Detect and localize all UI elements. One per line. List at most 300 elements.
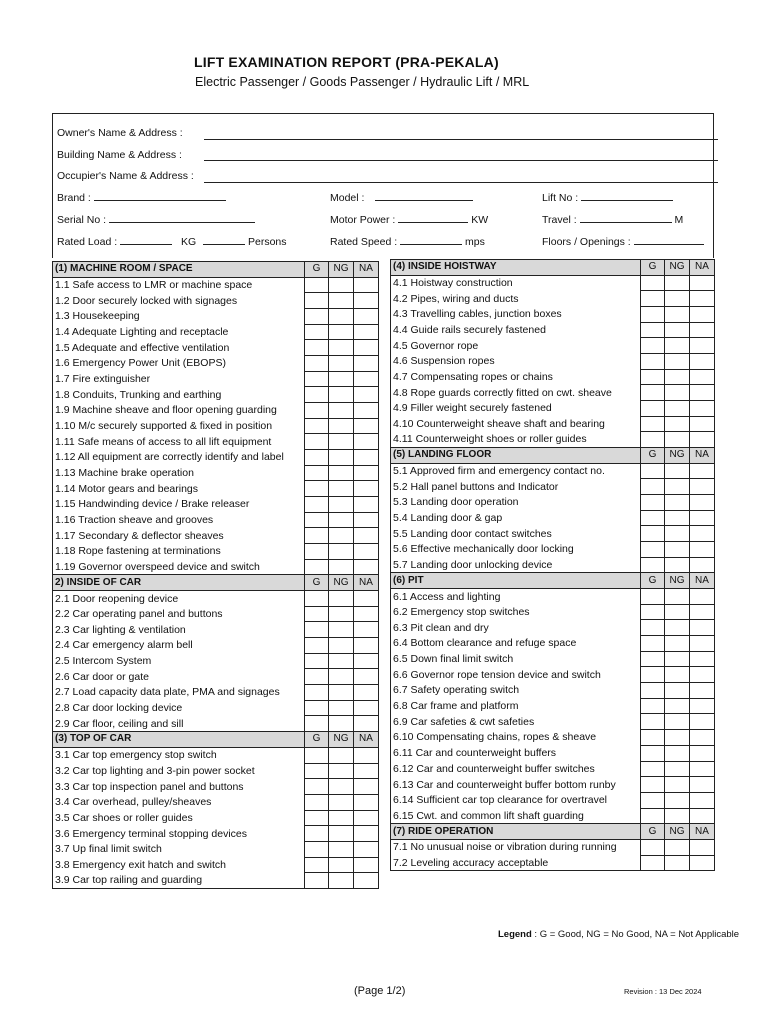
section-title: (7) RIDE OPERATION (391, 824, 641, 840)
check-cell-g[interactable] (641, 792, 665, 808)
check-cell-g[interactable] (305, 403, 329, 419)
check-cell-ng[interactable] (329, 763, 354, 779)
check-cell-ng[interactable] (329, 356, 354, 372)
column-header-ng: NG (665, 824, 690, 840)
check-cell-na[interactable] (354, 559, 379, 575)
occupier-field[interactable] (204, 182, 718, 183)
check-cell-na[interactable] (690, 777, 715, 793)
check-cell-na[interactable] (690, 354, 715, 370)
checklist-item-label: 4.2 Pipes, wiring and ducts (391, 291, 641, 307)
check-cell-g[interactable] (641, 589, 665, 605)
checklist-item-label: 2.1 Door reopening device (53, 591, 305, 607)
check-cell-ng[interactable] (665, 369, 690, 385)
check-cell-g[interactable] (305, 528, 329, 544)
check-cell-g[interactable] (305, 387, 329, 403)
check-cell-na[interactable] (354, 794, 379, 810)
column-header-g: G (305, 732, 329, 748)
check-cell-na[interactable] (690, 620, 715, 636)
check-cell-na[interactable] (690, 338, 715, 354)
check-cell-ng[interactable] (665, 683, 690, 699)
checklist-row (53, 528, 379, 544)
check-cell-g[interactable] (641, 479, 665, 495)
check-cell-na[interactable] (690, 714, 715, 730)
building-label: Building Name & Address : (57, 149, 182, 161)
check-cell-g[interactable] (305, 450, 329, 466)
check-cell-ng[interactable] (665, 604, 690, 620)
section-header (53, 732, 379, 748)
brand-field[interactable] (94, 192, 226, 201)
check-cell-na[interactable] (354, 606, 379, 622)
check-cell-na[interactable] (354, 700, 379, 716)
check-cell-g[interactable] (641, 557, 665, 573)
check-cell-ng[interactable] (329, 559, 354, 575)
check-cell-ng[interactable] (665, 792, 690, 808)
serial-field[interactable] (109, 214, 255, 223)
check-cell-ng[interactable] (329, 873, 354, 889)
checklist-row (53, 309, 379, 325)
check-cell-na[interactable] (690, 275, 715, 291)
check-cell-g[interactable] (641, 401, 665, 417)
check-cell-na[interactable] (354, 763, 379, 779)
check-cell-na[interactable] (354, 810, 379, 826)
check-cell-g[interactable] (305, 794, 329, 810)
travel-unit: M (674, 214, 684, 226)
check-cell-g[interactable] (305, 340, 329, 356)
check-cell-na[interactable] (690, 557, 715, 573)
check-cell-na[interactable] (690, 855, 715, 871)
check-cell-g[interactable] (305, 324, 329, 340)
owner-field[interactable] (204, 139, 718, 140)
check-cell-g[interactable] (305, 841, 329, 857)
check-cell-na[interactable] (354, 497, 379, 513)
check-cell-g[interactable] (641, 542, 665, 558)
checklist-row (391, 275, 715, 291)
check-cell-ng[interactable] (665, 777, 690, 793)
check-cell-ng[interactable] (329, 700, 354, 716)
checklist-row (53, 653, 379, 669)
check-cell-na[interactable] (690, 651, 715, 667)
owner-label: Owner's Name & Address : (57, 127, 183, 139)
check-cell-na[interactable] (690, 761, 715, 777)
check-cell-ng[interactable] (665, 636, 690, 652)
check-cell-na[interactable] (354, 356, 379, 372)
check-cell-g[interactable] (305, 763, 329, 779)
check-cell-g[interactable] (641, 604, 665, 620)
check-cell-g[interactable] (641, 322, 665, 338)
checklist-row (391, 651, 715, 667)
checklist-row (53, 700, 379, 716)
check-cell-na[interactable] (354, 434, 379, 450)
check-cell-g[interactable] (641, 698, 665, 714)
check-cell-na[interactable] (354, 544, 379, 560)
check-cell-na[interactable] (354, 512, 379, 528)
checklist-item-label: 1.16 Traction sheave and grooves (53, 512, 305, 528)
check-cell-na[interactable] (690, 698, 715, 714)
check-cell-g[interactable] (641, 839, 665, 855)
check-cell-na[interactable] (354, 450, 379, 466)
check-cell-ng[interactable] (329, 794, 354, 810)
check-cell-na[interactable] (354, 403, 379, 419)
check-cell-ng[interactable] (329, 606, 354, 622)
checklist-item-label: 2.8 Car door locking device (53, 700, 305, 716)
checklist-item-label: 1.11 Safe means of access to all lift equipment (53, 434, 305, 450)
check-cell-g[interactable] (305, 638, 329, 654)
check-cell-g[interactable] (641, 416, 665, 432)
check-cell-g[interactable] (641, 636, 665, 652)
check-cell-na[interactable] (354, 873, 379, 889)
check-cell-ng[interactable] (665, 322, 690, 338)
check-cell-g[interactable] (305, 622, 329, 638)
checklist-row (53, 622, 379, 638)
checklist-row (53, 403, 379, 419)
check-cell-ng[interactable] (329, 857, 354, 873)
checklist-row (53, 277, 379, 293)
checklist-item-label: 2.3 Car lighting & ventilation (53, 622, 305, 638)
checklist-item-label: 3.5 Car shoes or roller guides (53, 810, 305, 826)
motor-power-field[interactable] (398, 214, 468, 223)
check-cell-ng[interactable] (329, 450, 354, 466)
checklist-row (391, 745, 715, 761)
check-cell-na[interactable] (354, 418, 379, 434)
check-cell-g[interactable] (305, 685, 329, 701)
check-cell-g[interactable] (641, 354, 665, 370)
check-cell-ng[interactable] (329, 371, 354, 387)
check-cell-g[interactable] (305, 418, 329, 434)
check-cell-ng[interactable] (665, 745, 690, 761)
check-cell-ng[interactable] (665, 463, 690, 479)
check-cell-g[interactable] (305, 779, 329, 795)
check-cell-ng[interactable] (329, 434, 354, 450)
column-header-na: NA (354, 732, 379, 748)
check-cell-na[interactable] (690, 526, 715, 542)
check-cell-ng[interactable] (329, 497, 354, 513)
checklist-row (391, 855, 715, 871)
rated-speed-field[interactable] (400, 236, 462, 245)
checklist-item-label: 3.4 Car overhead, pulley/sheaves (53, 794, 305, 810)
check-cell-ng[interactable] (329, 747, 354, 763)
lift-no-label: Lift No : (542, 192, 579, 204)
check-cell-g[interactable] (641, 463, 665, 479)
check-cell-g[interactable] (641, 730, 665, 746)
check-cell-g[interactable] (641, 510, 665, 526)
check-cell-na[interactable] (354, 277, 379, 293)
section-header (391, 448, 715, 464)
check-cell-g[interactable] (641, 620, 665, 636)
section-title: (5) LANDING FLOOR (391, 448, 641, 464)
check-cell-ng[interactable] (329, 669, 354, 685)
checklist-row (53, 716, 379, 732)
checklist-row (53, 638, 379, 654)
check-cell-g[interactable] (305, 544, 329, 560)
check-cell-na[interactable] (690, 683, 715, 699)
check-cell-g[interactable] (305, 857, 329, 873)
checklist-row (391, 385, 715, 401)
check-cell-na[interactable] (690, 604, 715, 620)
check-cell-g[interactable] (305, 497, 329, 513)
check-cell-ng[interactable] (329, 403, 354, 419)
check-cell-ng[interactable] (665, 385, 690, 401)
check-cell-ng[interactable] (665, 495, 690, 511)
check-cell-g[interactable] (305, 873, 329, 889)
check-cell-na[interactable] (690, 463, 715, 479)
checklist-row (391, 354, 715, 370)
check-cell-g[interactable] (641, 275, 665, 291)
check-cell-g[interactable] (305, 716, 329, 732)
check-cell-na[interactable] (690, 495, 715, 511)
check-cell-na[interactable] (354, 591, 379, 607)
checklist-row (391, 510, 715, 526)
check-cell-ng[interactable] (665, 401, 690, 417)
checklist-item-label: 1.18 Rope fastening at terminations (53, 544, 305, 560)
check-cell-g[interactable] (641, 855, 665, 871)
check-cell-ng[interactable] (329, 340, 354, 356)
check-cell-ng[interactable] (329, 779, 354, 795)
checklist-item-label: 3.7 Up final limit switch (53, 841, 305, 857)
check-cell-ng[interactable] (329, 810, 354, 826)
checklist-item-label: 6.11 Car and counterweight buffers (391, 745, 641, 761)
check-cell-ng[interactable] (329, 716, 354, 732)
check-cell-ng[interactable] (665, 557, 690, 573)
check-cell-g[interactable] (305, 826, 329, 842)
check-cell-ng[interactable] (665, 479, 690, 495)
column-header-na: NA (690, 260, 715, 276)
check-cell-g[interactable] (305, 669, 329, 685)
check-cell-na[interactable] (354, 653, 379, 669)
check-cell-ng[interactable] (329, 544, 354, 560)
checklist-row (53, 497, 379, 513)
checklist-row (391, 604, 715, 620)
check-cell-ng[interactable] (665, 714, 690, 730)
check-cell-na[interactable] (354, 747, 379, 763)
check-cell-na[interactable] (690, 479, 715, 495)
check-cell-ng[interactable] (665, 526, 690, 542)
column-header-na: NA (354, 575, 379, 591)
check-cell-g[interactable] (305, 309, 329, 325)
check-cell-na[interactable] (354, 841, 379, 857)
section-title: (1) MACHINE ROOM / SPACE (53, 262, 305, 278)
check-cell-ng[interactable] (665, 432, 690, 448)
checklist-row (391, 291, 715, 307)
check-cell-ng[interactable] (665, 698, 690, 714)
check-cell-ng[interactable] (329, 685, 354, 701)
check-cell-ng[interactable] (665, 291, 690, 307)
check-cell-g[interactable] (305, 293, 329, 309)
check-cell-ng[interactable] (665, 730, 690, 746)
column-header-g: G (641, 448, 665, 464)
column-header-ng: NG (665, 260, 690, 276)
check-cell-ng[interactable] (665, 307, 690, 323)
check-cell-na[interactable] (690, 808, 715, 824)
check-cell-g[interactable] (641, 777, 665, 793)
check-cell-g[interactable] (641, 714, 665, 730)
check-cell-ng[interactable] (665, 855, 690, 871)
check-cell-na[interactable] (354, 638, 379, 654)
travel-label: Travel : (542, 214, 577, 226)
checklist-row (53, 450, 379, 466)
check-cell-ng[interactable] (329, 387, 354, 403)
check-cell-ng[interactable] (329, 528, 354, 544)
check-cell-na[interactable] (690, 745, 715, 761)
check-cell-g[interactable] (305, 810, 329, 826)
check-cell-na[interactable] (690, 385, 715, 401)
check-cell-ng[interactable] (329, 465, 354, 481)
check-cell-na[interactable] (354, 826, 379, 842)
checklist-left (52, 261, 379, 889)
rated-load-persons-field[interactable] (203, 236, 245, 245)
check-cell-na[interactable] (354, 669, 379, 685)
check-cell-g[interactable] (305, 700, 329, 716)
section-header (391, 260, 715, 276)
check-cell-na[interactable] (690, 416, 715, 432)
check-cell-na[interactable] (690, 307, 715, 323)
checklist-item-label: 1.10 M/c securely supported & fixed in position (53, 418, 305, 434)
rated-load-kg-field[interactable] (120, 236, 172, 245)
check-cell-g[interactable] (305, 371, 329, 387)
checklist-item-label: 1.4 Adequate Lighting and receptacle (53, 324, 305, 340)
check-cell-g[interactable] (641, 385, 665, 401)
check-cell-g[interactable] (641, 307, 665, 323)
check-cell-g[interactable] (305, 277, 329, 293)
check-cell-g[interactable] (305, 606, 329, 622)
check-cell-na[interactable] (690, 636, 715, 652)
check-cell-ng[interactable] (665, 761, 690, 777)
check-cell-na[interactable] (354, 622, 379, 638)
check-cell-ng[interactable] (329, 591, 354, 607)
check-cell-na[interactable] (354, 857, 379, 873)
checklist-row (391, 526, 715, 542)
model-label: Model : (330, 192, 365, 204)
check-cell-ng[interactable] (329, 277, 354, 293)
checklist-row (391, 463, 715, 479)
check-cell-na[interactable] (354, 481, 379, 497)
building-field[interactable] (204, 160, 718, 161)
check-cell-na[interactable] (690, 401, 715, 417)
check-cell-ng[interactable] (665, 416, 690, 432)
floors-field[interactable] (634, 236, 704, 245)
check-cell-na[interactable] (690, 542, 715, 558)
check-cell-g[interactable] (641, 667, 665, 683)
check-cell-g[interactable] (641, 369, 665, 385)
serial-label: Serial No : (57, 214, 107, 226)
check-cell-ng[interactable] (329, 324, 354, 340)
check-cell-ng[interactable] (665, 651, 690, 667)
check-cell-na[interactable] (690, 839, 715, 855)
check-cell-na[interactable] (354, 685, 379, 701)
check-cell-ng[interactable] (329, 841, 354, 857)
check-cell-ng[interactable] (329, 309, 354, 325)
checklist-row (391, 636, 715, 652)
check-cell-na[interactable] (354, 528, 379, 544)
check-cell-na[interactable] (354, 387, 379, 403)
checklist-item-label: 7.1 No unusual noise or vibration during running (391, 839, 641, 855)
check-cell-ng[interactable] (665, 667, 690, 683)
check-cell-na[interactable] (690, 589, 715, 605)
checklist-item-label: 6.7 Safety operating switch (391, 683, 641, 699)
check-cell-ng[interactable] (329, 512, 354, 528)
check-cell-na[interactable] (690, 369, 715, 385)
check-cell-g[interactable] (641, 683, 665, 699)
checklist-row (391, 808, 715, 824)
check-cell-g[interactable] (305, 559, 329, 575)
check-cell-ng[interactable] (665, 542, 690, 558)
check-cell-na[interactable] (690, 322, 715, 338)
check-cell-ng[interactable] (329, 481, 354, 497)
check-cell-ng[interactable] (665, 808, 690, 824)
check-cell-na[interactable] (690, 510, 715, 526)
check-cell-ng[interactable] (665, 354, 690, 370)
check-cell-ng[interactable] (665, 275, 690, 291)
check-cell-na[interactable] (354, 465, 379, 481)
check-cell-na[interactable] (690, 792, 715, 808)
check-cell-g[interactable] (641, 432, 665, 448)
checklist-item-label: 6.12 Car and counterweight buffer switches (391, 761, 641, 777)
check-cell-g[interactable] (305, 356, 329, 372)
checklist-row (391, 698, 715, 714)
checklist-item-label: 1.2 Door securely locked with signages (53, 293, 305, 309)
check-cell-na[interactable] (690, 730, 715, 746)
check-cell-g[interactable] (305, 465, 329, 481)
check-cell-g[interactable] (641, 526, 665, 542)
check-cell-ng[interactable] (329, 826, 354, 842)
check-cell-na[interactable] (354, 324, 379, 340)
check-cell-g[interactable] (641, 761, 665, 777)
checklist-row (53, 356, 379, 372)
check-cell-ng[interactable] (329, 418, 354, 434)
section-title: (3) TOP OF CAR (53, 732, 305, 748)
check-cell-g[interactable] (641, 651, 665, 667)
check-cell-ng[interactable] (665, 620, 690, 636)
check-cell-ng[interactable] (329, 653, 354, 669)
check-cell-g[interactable] (641, 338, 665, 354)
checklist-item-label: 7.2 Leveling accuracy acceptable (391, 855, 641, 871)
check-cell-ng[interactable] (665, 839, 690, 855)
check-cell-ng[interactable] (665, 589, 690, 605)
check-cell-g[interactable] (641, 291, 665, 307)
check-cell-na[interactable] (690, 667, 715, 683)
check-cell-g[interactable] (305, 481, 329, 497)
check-cell-na[interactable] (354, 293, 379, 309)
checklist-item-label: 6.1 Access and lighting (391, 589, 641, 605)
check-cell-g[interactable] (305, 434, 329, 450)
check-cell-na[interactable] (690, 432, 715, 448)
check-cell-na[interactable] (354, 779, 379, 795)
checklist-row (391, 401, 715, 417)
check-cell-ng[interactable] (329, 622, 354, 638)
check-cell-ng[interactable] (329, 638, 354, 654)
checklist-item-label: 4.1 Hoistway construction (391, 275, 641, 291)
check-cell-g[interactable] (305, 512, 329, 528)
check-cell-ng[interactable] (329, 293, 354, 309)
check-cell-na[interactable] (354, 716, 379, 732)
check-cell-g[interactable] (305, 591, 329, 607)
check-cell-g[interactable] (305, 653, 329, 669)
check-cell-g[interactable] (641, 808, 665, 824)
check-cell-g[interactable] (641, 745, 665, 761)
check-cell-g[interactable] (305, 747, 329, 763)
check-cell-na[interactable] (354, 371, 379, 387)
check-cell-g[interactable] (641, 495, 665, 511)
check-cell-na[interactable] (354, 309, 379, 325)
check-cell-ng[interactable] (665, 510, 690, 526)
column-header-g: G (305, 575, 329, 591)
checklist-row (391, 714, 715, 730)
check-cell-ng[interactable] (665, 338, 690, 354)
check-cell-na[interactable] (354, 340, 379, 356)
check-cell-na[interactable] (690, 291, 715, 307)
lift-no-field[interactable] (581, 192, 673, 201)
model-field[interactable] (375, 192, 473, 201)
travel-field[interactable] (580, 214, 672, 223)
